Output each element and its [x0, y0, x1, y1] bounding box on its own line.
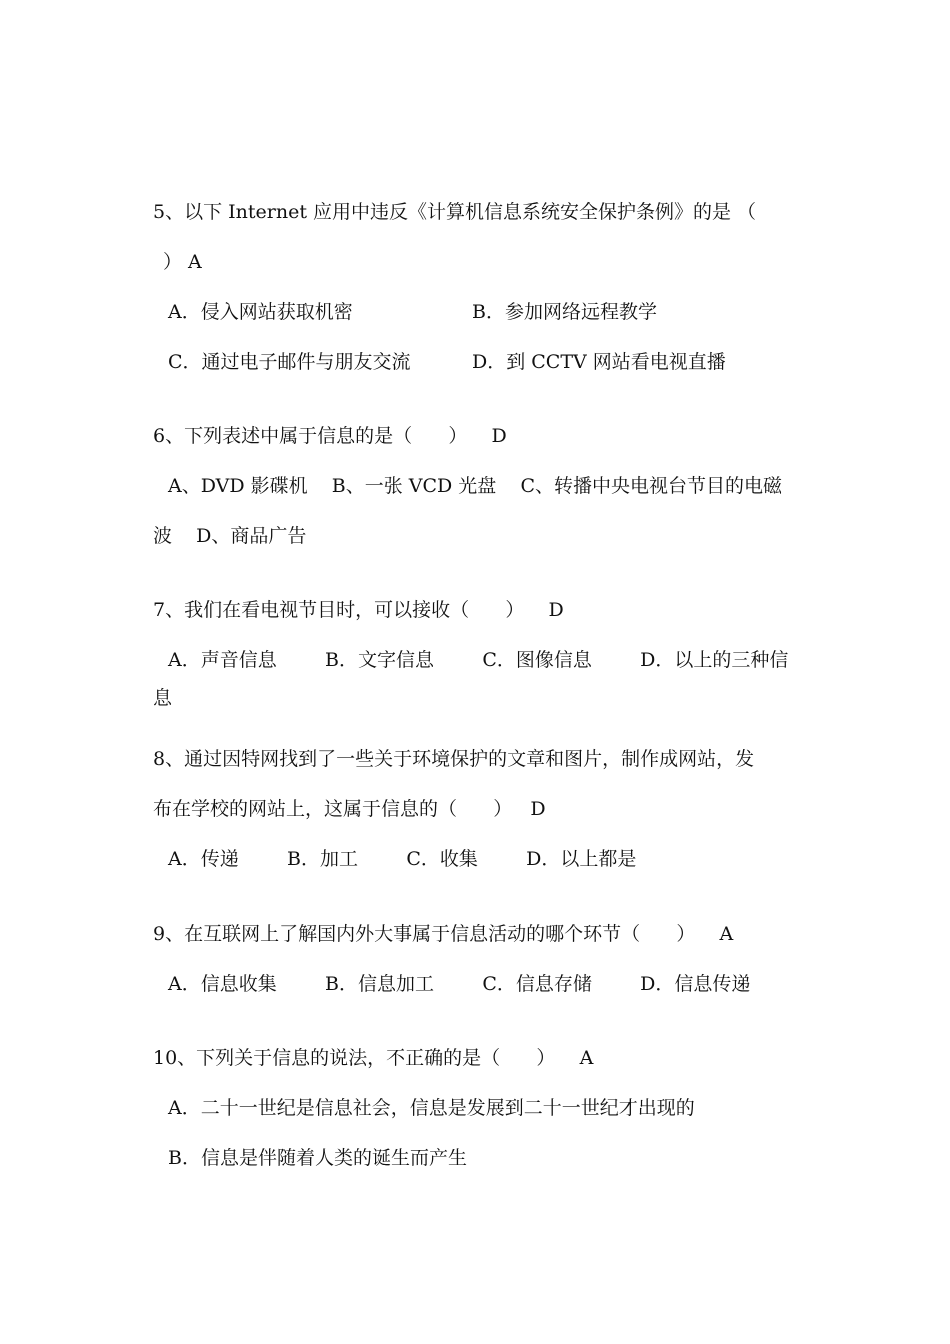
q8-stem-line1: 8、通过因特网找到了一些关于环境保护的文章和图片，制作成网站，发 [153, 748, 755, 770]
q7-stem: 7、我们在看电视节目时，可以接收（ ） D [153, 599, 564, 621]
q8-stem-line2: 布在学校的网站上，这属于信息的（ ） D [153, 798, 546, 820]
q5-option-b: B．参加网络远程教学 [472, 301, 657, 323]
q10-stem: 10、下列关于信息的说法，不正确的是（ ） A [153, 1047, 594, 1069]
q5-option-c: C．通过电子邮件与朋友交流 [168, 351, 411, 373]
q10-option-a: A．二十一世纪是信息社会，信息是发展到二十一世纪才出现的 [168, 1097, 695, 1119]
q7-options-line2: 息 [153, 687, 173, 709]
q9-stem: 9、在互联网上了解国内外大事属于信息活动的哪个环节（ ） A [153, 923, 734, 945]
q5-stem-line1: 5、以下 Internet 应用中违反《计算机信息系统安全保护条例》的是 （ [153, 201, 757, 223]
q9-options: A．信息收集 B．信息加工 C．信息存储 D．信息传递 [168, 973, 751, 995]
q5-stem-line2: ） A [163, 251, 202, 273]
q10-option-b: B．信息是伴随着人类的诞生而产生 [168, 1147, 467, 1169]
q7-options-line1: A．声音信息 B．文字信息 C．图像信息 D．以上的三种信 [168, 649, 789, 671]
q8-options: A．传递 B．加工 C．收集 D．以上都是 [168, 848, 637, 870]
q5-option-d: D．到 CCTV 网站看电视直播 [472, 351, 726, 373]
q6-stem: 6、下列表述中属于信息的是（ ） D [153, 425, 507, 447]
q5-option-a: A．侵入网站获取机密 [168, 301, 353, 323]
q6-options-line2: 波 D、商品广告 [153, 525, 307, 547]
q6-options-line1: A、DVD 影碟机 B、一张 VCD 光盘 C、转播中央电视台节目的电磁 [168, 475, 783, 497]
